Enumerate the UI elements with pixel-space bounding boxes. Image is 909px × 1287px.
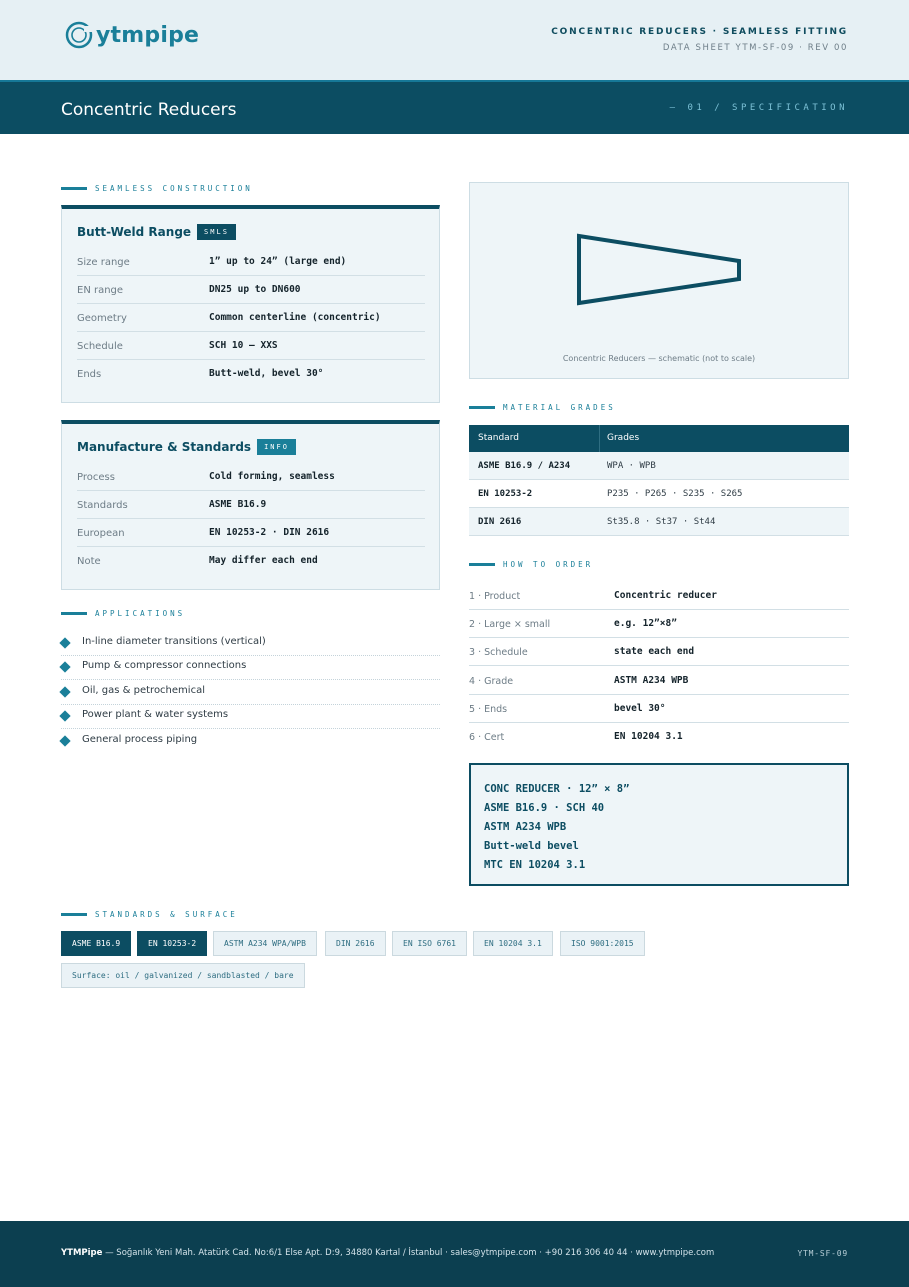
order-row xyxy=(469,638,849,666)
kv-key: Note xyxy=(77,556,101,567)
kv-key: Schedule xyxy=(77,341,123,352)
schematic-caption: Concentric Reducers — schematic (not to scale) xyxy=(562,354,756,363)
column-divider xyxy=(599,425,600,452)
list-item-text: In-line diameter transitions (vertical) xyxy=(82,636,266,647)
section-bar xyxy=(61,913,87,916)
kv-row xyxy=(77,276,425,304)
kv-key: Geometry xyxy=(77,313,127,324)
diamond-bullet-icon xyxy=(59,710,70,721)
footer-text xyxy=(61,1248,714,1258)
surface-chip: Surface: oil / galvanized / sandblasted / bare xyxy=(61,963,305,988)
standard-chip: ASME B16.9 xyxy=(61,931,131,956)
kv-row xyxy=(77,547,425,575)
section-label-seamless xyxy=(61,184,253,193)
section-label-applications xyxy=(61,609,185,618)
order-row xyxy=(469,695,849,723)
reducer-schematic-icon xyxy=(470,183,850,343)
butt-weld-card xyxy=(61,205,440,403)
section-label-text: APPLICATIONS xyxy=(95,609,186,618)
card-header xyxy=(77,439,296,455)
kv-key: Ends xyxy=(77,369,102,380)
list-item xyxy=(61,632,440,656)
order-code-line: Butt-weld bevel xyxy=(484,840,579,852)
standard-chip: ISO 9001:2015 xyxy=(560,931,645,956)
card-title: Manufacture & Standards xyxy=(77,440,252,454)
list-item xyxy=(61,730,440,754)
card-title: Butt-Weld Range xyxy=(77,225,192,239)
kv-row xyxy=(77,248,425,276)
order-key: 1 · Product xyxy=(469,591,521,602)
document-title: CONCENTRIC REDUCERS · SEAMLESS FITTING xyxy=(551,27,848,37)
top-band xyxy=(0,0,909,80)
order-code-line: MTC EN 10204 3.1 xyxy=(484,859,586,871)
list-item xyxy=(61,681,440,705)
kv-value: Cold forming, seamless xyxy=(209,471,335,482)
kv-value: Butt-weld, bevel 30° xyxy=(209,368,324,379)
material-table xyxy=(469,425,849,536)
section-bar xyxy=(61,612,87,615)
kv-value: DN25 up to DN600 xyxy=(209,284,301,295)
kv-key: Standards xyxy=(77,500,128,511)
section-bar xyxy=(469,563,495,566)
section-label-standards xyxy=(61,910,238,919)
diamond-bullet-icon xyxy=(59,735,70,746)
table-cell: P235 · P265 · S235 · S265 xyxy=(607,489,743,499)
section-bar xyxy=(469,406,495,409)
kv-value: 1” up to 24” (large end) xyxy=(209,256,347,267)
info-tag: INFO xyxy=(257,439,296,455)
order-row xyxy=(469,723,849,751)
order-code-line: ASTM A234 WPB xyxy=(484,821,567,833)
order-key: 2 · Large × small xyxy=(469,619,551,630)
list-item xyxy=(61,656,440,680)
kv-value: SCH 10 – XXS xyxy=(209,340,278,351)
table-cell: ASME B16.9 / A234 xyxy=(478,461,571,471)
kv-row xyxy=(77,304,425,332)
section-label-text: MATERIAL GRADES xyxy=(503,403,616,412)
order-value: state each end xyxy=(614,646,695,657)
list-item xyxy=(61,705,440,729)
order-key: 5 · Ends xyxy=(469,704,508,715)
table-cell: St35.8 · St37 · St44 xyxy=(607,517,716,527)
kv-value: ASME B16.9 xyxy=(209,499,267,510)
kv-value: Common centerline (concentric) xyxy=(209,312,381,323)
order-key: 6 · Cert xyxy=(469,732,505,743)
order-code-line: CONC REDUCER · 12” × 8” xyxy=(484,783,630,795)
table-row xyxy=(469,508,849,536)
kv-row xyxy=(77,491,425,519)
footer-address: — Soğanlık Yeni Mah. Atatürk Cad. No:6/1 Else Apt. D:9, 34880 Kartal / İstanbul · sales@ytmpipe.com · +90 216 306 40 44 · www.ytmpipe.com xyxy=(102,1248,715,1258)
table-cell: DIN 2616 xyxy=(478,517,522,527)
manufacture-card xyxy=(61,420,440,590)
kv-row xyxy=(77,332,425,360)
order-value: e.g. 12”×8” xyxy=(614,618,677,629)
list-item-text: Power plant & water systems xyxy=(82,709,229,720)
page-title: Concentric Reducers xyxy=(61,100,237,120)
list-item-text: Pump & compressor connections xyxy=(82,660,247,671)
section-marker: — 01 / SPECIFICATION xyxy=(669,103,848,113)
footer xyxy=(0,1221,909,1287)
kv-key: Size range xyxy=(77,257,130,268)
kv-row xyxy=(77,463,425,491)
standard-chip: ASTM A234 WPA/WPB xyxy=(213,931,317,956)
kv-value: EN 10253-2 · DIN 2616 xyxy=(209,527,330,538)
table-cell: EN 10253-2 xyxy=(478,489,533,499)
diamond-bullet-icon xyxy=(59,637,70,648)
kv-key: European xyxy=(77,528,125,539)
document-subtitle: DATA SHEET YTM-SF-09 · REV 00 xyxy=(662,43,848,53)
smls-tag: SMLS xyxy=(197,224,236,240)
section-label-text: HOW TO ORDER xyxy=(503,560,594,569)
kv-row xyxy=(77,519,425,547)
table-row xyxy=(469,480,849,508)
logo-mark-icon xyxy=(64,20,94,50)
table-row xyxy=(469,452,849,480)
kv-key: EN range xyxy=(77,285,124,296)
order-value: Concentric reducer xyxy=(614,590,717,601)
list-item-text: Oil, gas & petrochemical xyxy=(82,685,205,696)
logo-text: ytmpipe xyxy=(96,22,200,48)
order-key: 3 · Schedule xyxy=(469,647,528,658)
column-header: Grades xyxy=(607,433,640,443)
footer-brand: YTMPipe xyxy=(61,1248,103,1258)
diamond-bullet-icon xyxy=(59,686,70,697)
standard-chip: EN ISO 6761 xyxy=(392,931,467,956)
order-value: bevel 30° xyxy=(614,703,666,714)
kv-value: May differ each end xyxy=(209,555,318,566)
order-value: EN 10204 3.1 xyxy=(614,731,683,742)
order-key: 4 · Grade xyxy=(469,676,514,687)
section-label-order xyxy=(469,560,593,569)
kv-key: Process xyxy=(77,472,115,483)
order-code-box xyxy=(469,763,849,886)
schematic-panel xyxy=(469,182,849,379)
standard-chip: EN 10253-2 xyxy=(137,931,207,956)
section-bar xyxy=(61,187,87,190)
order-code-line: ASME B16.9 · SCH 40 xyxy=(484,802,605,814)
diamond-bullet-icon xyxy=(59,661,70,672)
title-band xyxy=(0,80,909,134)
footer-doc-code: YTM-SF-09 xyxy=(797,1249,848,1258)
column-header: Standard xyxy=(478,433,519,443)
kv-row xyxy=(77,360,425,388)
order-row xyxy=(469,610,849,638)
table-cell: WPA · WPB xyxy=(607,461,656,471)
order-row xyxy=(469,667,849,695)
section-label-text: STANDARDS & SURFACE xyxy=(95,910,238,919)
standard-chip: DIN 2616 xyxy=(325,931,386,956)
order-value: ASTM A234 WPB xyxy=(614,675,689,686)
section-label-text: SEAMLESS CONSTRUCTION xyxy=(95,184,253,193)
order-row xyxy=(469,582,849,610)
list-item-text: General process piping xyxy=(82,734,198,745)
logo[interactable] xyxy=(64,20,199,50)
table-header xyxy=(469,425,849,452)
standard-chip: EN 10204 3.1 xyxy=(473,931,553,956)
section-label-material xyxy=(469,403,616,412)
card-header xyxy=(77,224,236,240)
